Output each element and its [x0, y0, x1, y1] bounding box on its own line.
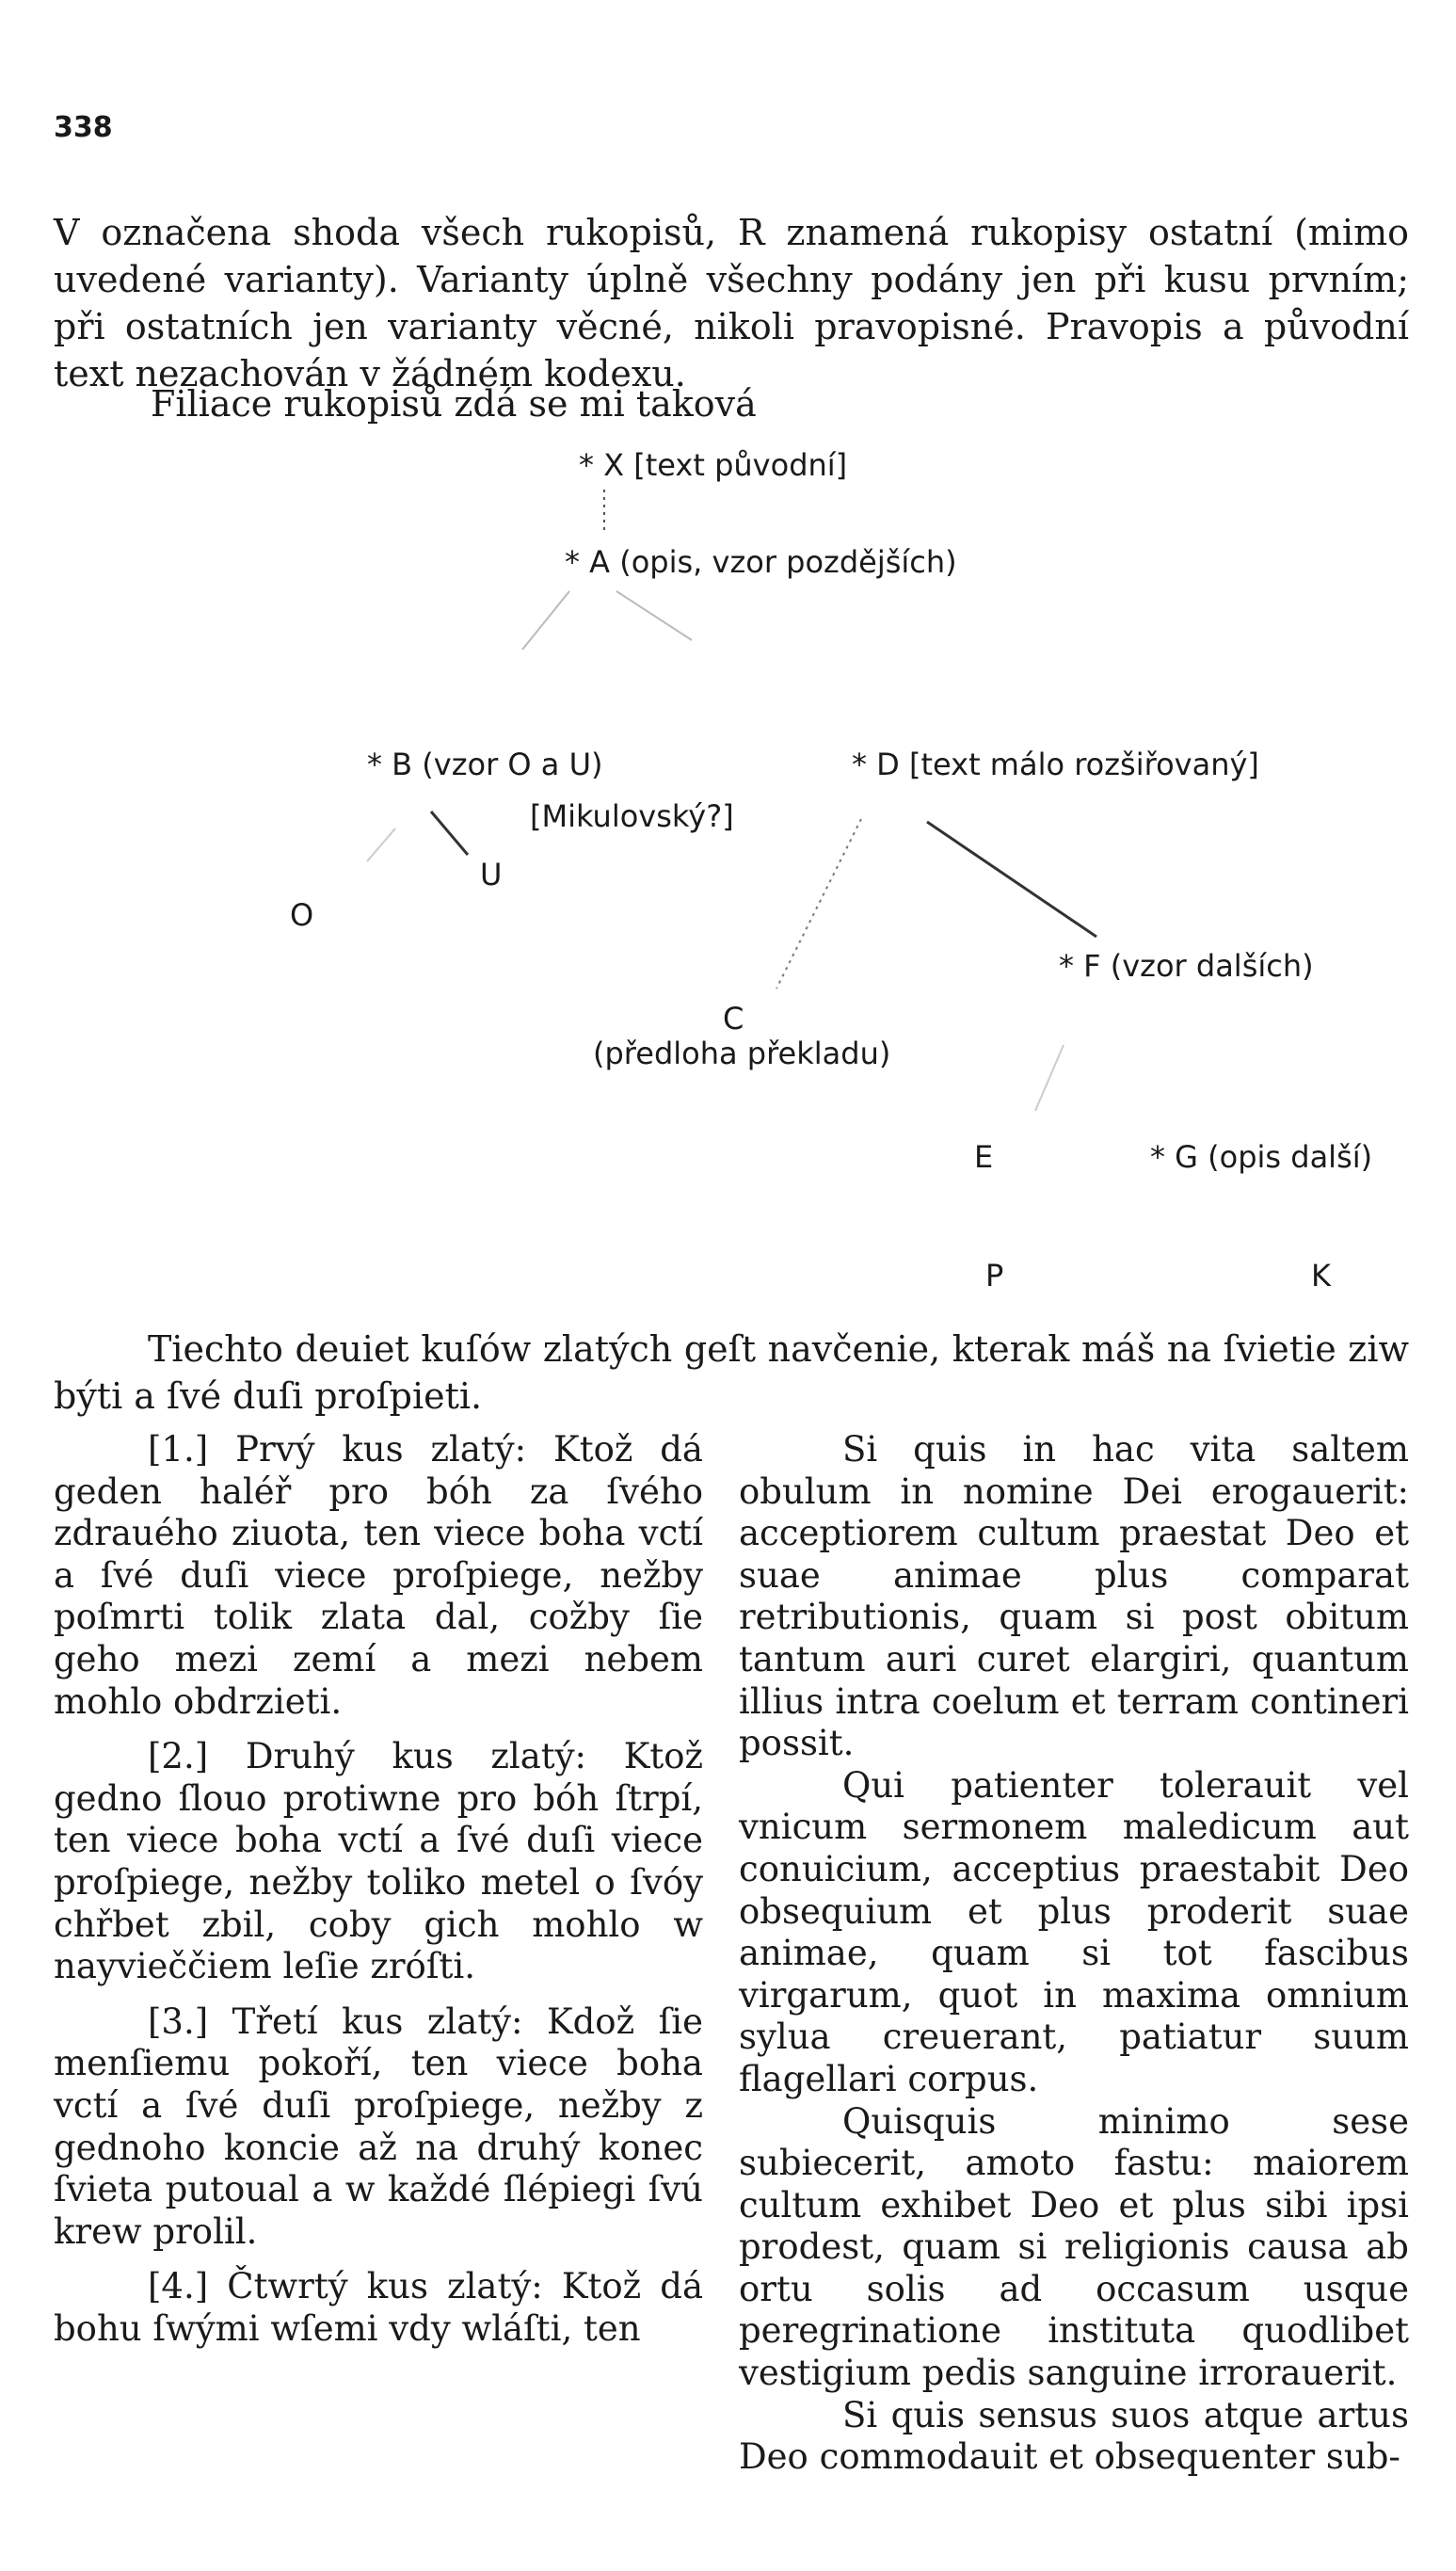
czech-paragraph: [3.] Třetí kus zlatý: Kdož ſie menſiemu pokoří, ten viece boha vctí a ſvé duſi proſpiege, nežby z gednoho koncie až na druhý konec ſvieta putoual a w každé ſlépiegi ſvú krew prolil. [54, 2001, 703, 2252]
node-u: U [480, 857, 503, 892]
tiechto-text: Tiechto deuiet kuſów zlatých geſt navčenie, kterak máš na ſvietie ziw býti a ſvé duſi proſpieti. [54, 1328, 1409, 1417]
node-d: * D [text málo rozšiřovaný] [852, 747, 1259, 782]
node-c-note: (předloha překladu) [593, 1036, 891, 1071]
node-a: * A (opis, vzor pozdějších) [565, 544, 957, 580]
edge-b-u [431, 811, 468, 855]
edge-b-o [367, 828, 395, 861]
node-k: K [1311, 1258, 1331, 1294]
czech-paragraph: [1.] Prvý kus zlatý: Ktož dá geden haléř pro bóh za ſvého zdrauého ziuota, ten viece boha vctí a ſvé duſi viece proſpiege, nežby poſmrti tolik zlata dal, cožby ſie geho mezi zemí a mezi nebem mohlo obdrzieti. [54, 1429, 703, 1722]
node-b: * B (vzor O a U) [367, 747, 603, 782]
node-x: * X [text původní] [579, 447, 848, 483]
node-mikulovsky: [Mikulovský?] [530, 798, 734, 834]
page-number: 338 [54, 111, 113, 144]
edge-a-d [616, 591, 692, 640]
filiace-heading: Filiace rukopisů zdá se mi taková [151, 383, 757, 425]
latin-column [739, 1429, 1409, 2479]
node-f: * F (vzor dalších) [1059, 948, 1314, 984]
czech-paragraph: [2.] Druhý kus zlatý: Ktož gedno ſlouo protiwne pro bóh ſtrpí, ten viece boha vctí a ſvé duſi viece proſpiege, nežby toliko metel o ſvóy chřbet zbil, coby gich mohlo w nayvieččiem leſie zróſti. [54, 1736, 703, 1987]
edge-a-b [522, 591, 569, 650]
intro-paragraph: V označena shoda všech rukopisů, R znamená rukopisy ostatní (mimo uvedené varianty). Varianty úplně všechny podány jen při kusu prvním; při ostatních jen varianty věcné, nikoli pravopisné. Pravopis a původní text nezachován v žádném kodexu. [54, 212, 1409, 394]
edge-d-c [776, 819, 861, 988]
node-p: P [985, 1258, 1004, 1294]
latin-paragraph: Qui patienter tolerauit vel vnicum sermonem maledicum aut conuicium, acceptius praestabit Deo obsequium et plus proderit suae animae, quam si tot fascibus virgarum, quot in maxima omnium sylua creuerant, patiatur suum flagellari corpus. [739, 1764, 1409, 2099]
node-e: E [974, 1139, 994, 1175]
latin-paragraph: Si quis sensus suos atque artus Deo commodauit et obsequenter sub- [739, 2394, 1409, 2478]
czech-paragraph: [4.] Čtwrtý kus zlatý: Ktož dá bohu ſwými wſemi vdy wláſti, ten [54, 2266, 703, 2349]
node-c: C [723, 1001, 744, 1036]
latin-paragraph: Quisquis minimo sese subiecerit, amoto fastu: maiorem cultum exhibet Deo et plus sibi ipsi prodest, quam si religionis causa ab ortu solis ad occasum usque peregrinatione instituta quodlibet vestigium pedis sanguine irrorauerit. [739, 2100, 1409, 2394]
tiechto-heading [54, 1326, 1409, 1420]
node-g: * G (opis další) [1150, 1139, 1373, 1175]
edge-f-e [1035, 1045, 1064, 1111]
edge-d-f [927, 822, 1096, 937]
node-o: O [290, 897, 314, 933]
latin-paragraph: Si quis in hac vita saltem obulum in nomine Dei erogauerit: acceptiorem cultum praestat Deo et suae animae plus comparat retributionis, quam si post obitum tantum auri curet elargiri, quantum illius intra coelum et terram contineri possit. [739, 1429, 1409, 1764]
old-czech-column [54, 1429, 703, 2363]
